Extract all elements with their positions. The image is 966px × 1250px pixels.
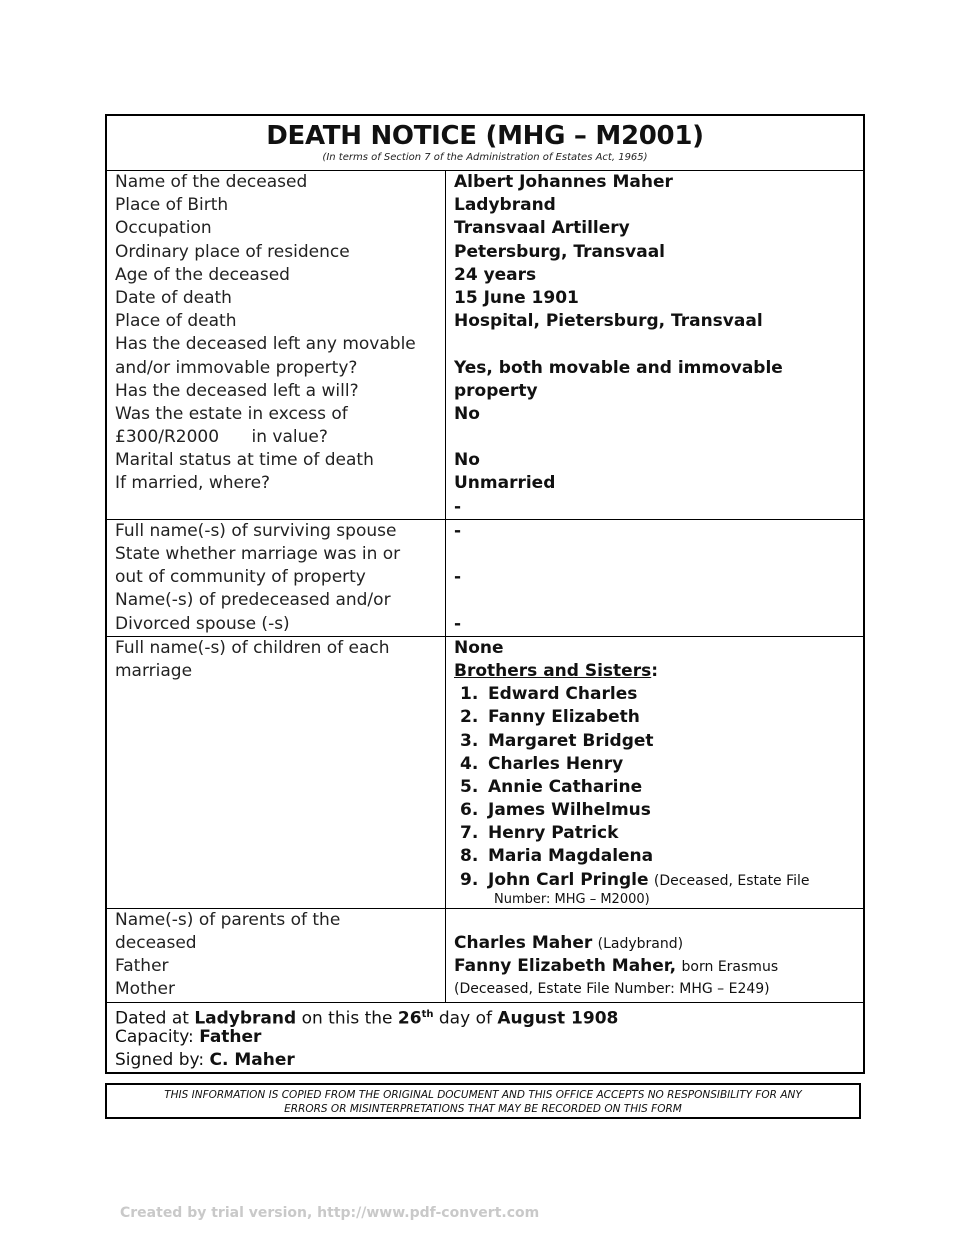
children-section: [107, 637, 863, 909]
dated-line: [115, 1003, 619, 1029]
signature-block: [107, 1003, 618, 1073]
list-item-name: James Wilhelmus: [488, 800, 651, 821]
label-marriage-community-1: State whether marriage was in or: [115, 544, 401, 564]
value-age: 24 years: [454, 264, 537, 285]
value-blank-2: [454, 426, 863, 449]
list-item-name: Margaret Bridget: [488, 730, 654, 751]
list-item: [454, 845, 863, 868]
label-occupation: Occupation: [115, 218, 212, 239]
list-item-number: 6.: [460, 800, 479, 821]
value-place-of-birth: Ladybrand: [454, 195, 556, 216]
siblings-heading-text: Brothers and Sisters: [454, 660, 652, 681]
children-values: [446, 637, 863, 908]
list-item-number: 3.: [460, 730, 479, 751]
value-occupation: Transvaal Artillery: [454, 218, 630, 239]
value-marriage-community: -: [454, 567, 462, 588]
value-place-of-death: Hospital, Pietersburg, Transvaal: [454, 311, 763, 332]
list-item-note: (Deceased, Estate File: [653, 872, 810, 889]
capacity-line: [115, 1026, 618, 1049]
list-item-number: 1.: [460, 684, 479, 705]
label-mother: Mother: [115, 979, 175, 1000]
value-predeceased: -: [454, 613, 462, 634]
list-item-name: Maria Magdalena: [488, 846, 654, 867]
personal-labels: [107, 171, 446, 519]
value-mother: [454, 955, 863, 978]
mother-note-continued: (Deceased, Estate File Number: MHG – E249): [454, 981, 770, 998]
label-will: Has the deceased left a will?: [115, 380, 359, 401]
value-property-1: Yes, both movable and immovable: [454, 357, 783, 378]
trial-watermark: Created by trial version, http://www.pdf-convert.com: [120, 1205, 540, 1221]
label-estate-1: Was the estate in excess of: [115, 403, 348, 424]
signature-section: [107, 1003, 863, 1073]
value-married-where: -: [454, 496, 462, 517]
value-spouse-blank: [454, 543, 863, 566]
label-father: Father: [115, 956, 169, 977]
label-parents-2: deceased: [115, 933, 197, 953]
list-item-number: 7.: [460, 823, 479, 844]
value-will: No: [454, 403, 480, 424]
label-married-where: If married, where?: [115, 473, 271, 494]
label-children-1: Full name(-s) of children of each: [115, 637, 390, 658]
value-surviving-spouse: -: [454, 520, 462, 541]
label-predeceased-1: Name(-s) of predeceased and/or: [115, 590, 391, 611]
list-item-number: 9.: [460, 869, 479, 890]
label-place-of-death: Place of death: [115, 311, 237, 332]
value-spouse-blank-2: [454, 589, 863, 612]
personal-values: [446, 171, 863, 519]
father-note: (Ladybrand): [597, 936, 684, 952]
value-residence: Petersburg, Transvaal: [454, 241, 666, 262]
dated-day-of: day of: [438, 1008, 492, 1029]
children-labels: [107, 637, 446, 908]
label-blank: [115, 496, 445, 519]
disclaimer-box: [105, 1083, 861, 1119]
value-property-2: property: [454, 380, 538, 401]
spouse-section: [107, 520, 863, 637]
list-item-number: 4.: [460, 753, 479, 774]
parents-blank: [454, 909, 863, 932]
personal-details-section: [107, 171, 863, 520]
form-title: DEATH NOTICE (MHG – M2001): [266, 121, 704, 151]
label-age: Age of the deceased: [115, 264, 290, 285]
list-item-name: Henry Patrick: [488, 823, 619, 844]
list-item: [454, 683, 863, 706]
list-item: [454, 869, 863, 892]
list-item: [454, 753, 863, 776]
capacity-label: Capacity:: [115, 1026, 194, 1047]
spouse-values: [446, 520, 863, 636]
dated-day: 26: [397, 1008, 422, 1029]
value-father: [454, 932, 863, 955]
parents-labels: [107, 909, 446, 1002]
death-notice-form: [105, 114, 865, 1074]
dated-day-suffix: th: [421, 1008, 434, 1020]
father-name: Charles Maher: [454, 933, 593, 953]
dated-month-year: August 1908: [497, 1008, 619, 1029]
capacity-value: Father: [199, 1026, 262, 1047]
value-date-of-death: 15 June 1901: [454, 287, 579, 308]
list-item: [454, 706, 863, 729]
list-item: [454, 799, 863, 822]
form-header: [107, 116, 863, 171]
list-item: [454, 822, 863, 845]
list-item-note-continued: Number: MHG – M2000): [494, 891, 650, 907]
label-children-2: marriage: [115, 660, 193, 681]
spouse-labels: [107, 520, 446, 636]
form-subtitle: (In terms of Section 7 of the Administration of Estates Act, 1965): [322, 152, 648, 163]
disclaimer-line-1: THIS INFORMATION IS COPIED FROM THE ORIGINAL DOCUMENT AND THIS OFFICE ACCEPTS NO RESPONSIBILITY FOR ANY: [164, 1089, 802, 1101]
list-item-number: 2.: [460, 707, 479, 728]
list-item-number: 5.: [460, 776, 479, 797]
value-estate: No: [454, 450, 480, 471]
mother-note: born Erasmus: [681, 959, 779, 976]
value-name: Albert Johannes Maher: [454, 172, 673, 192]
label-residence: Ordinary place of residence: [115, 241, 350, 262]
list-item-name: John Carl Pringle: [488, 869, 649, 890]
label-parents-1: Name(-s) of parents of the: [115, 909, 341, 930]
list-item-name: Fanny Elizabeth: [488, 707, 640, 728]
disclaimer-line-2: ERRORS OR MISINTERPRETATIONS THAT MAY BE RECORDED ON THIS FORM: [284, 1103, 682, 1115]
label-surviving-spouse: Full name(-s) of surviving spouse: [115, 520, 397, 541]
label-property-2: and/or immovable property?: [115, 357, 358, 378]
dated-place: Ladybrand: [194, 1008, 297, 1029]
signed-line: [115, 1049, 618, 1072]
dated-on-this-the: on this the: [301, 1008, 393, 1029]
label-name: Name of the deceased: [115, 172, 308, 192]
label-predeceased-2: Divorced spouse (-s): [115, 613, 290, 634]
parents-values: [446, 909, 863, 1002]
list-item: [454, 730, 863, 753]
value-marital-status: Unmarried: [454, 473, 556, 494]
list-item-number: 8.: [460, 846, 479, 867]
label-date-of-death: Date of death: [115, 287, 232, 308]
list-item: [454, 776, 863, 799]
list-item-name: Edward Charles: [488, 684, 638, 705]
label-place-of-birth: Place of Birth: [115, 195, 229, 216]
signed-label: Signed by:: [115, 1049, 205, 1070]
value-blank: [454, 333, 863, 356]
value-children: None: [454, 637, 504, 658]
list-item-name: Annie Catharine: [488, 776, 643, 797]
dated-prefix: Dated at: [115, 1008, 189, 1029]
parents-section: [107, 909, 863, 1003]
signed-value: C. Maher: [209, 1049, 295, 1070]
list-item-name: Charles Henry: [488, 753, 624, 774]
label-property-1: Has the deceased left any movable: [115, 334, 416, 355]
siblings-heading: [454, 660, 863, 683]
mother-name: Fanny Elizabeth Maher,: [454, 956, 677, 977]
label-marriage-community-2: out of community of property: [115, 567, 366, 588]
label-marital-status: Marital status at time of death: [115, 450, 374, 471]
siblings-heading-colon: :: [651, 660, 659, 681]
label-estate-2: £300/R2000 in value?: [115, 427, 328, 448]
